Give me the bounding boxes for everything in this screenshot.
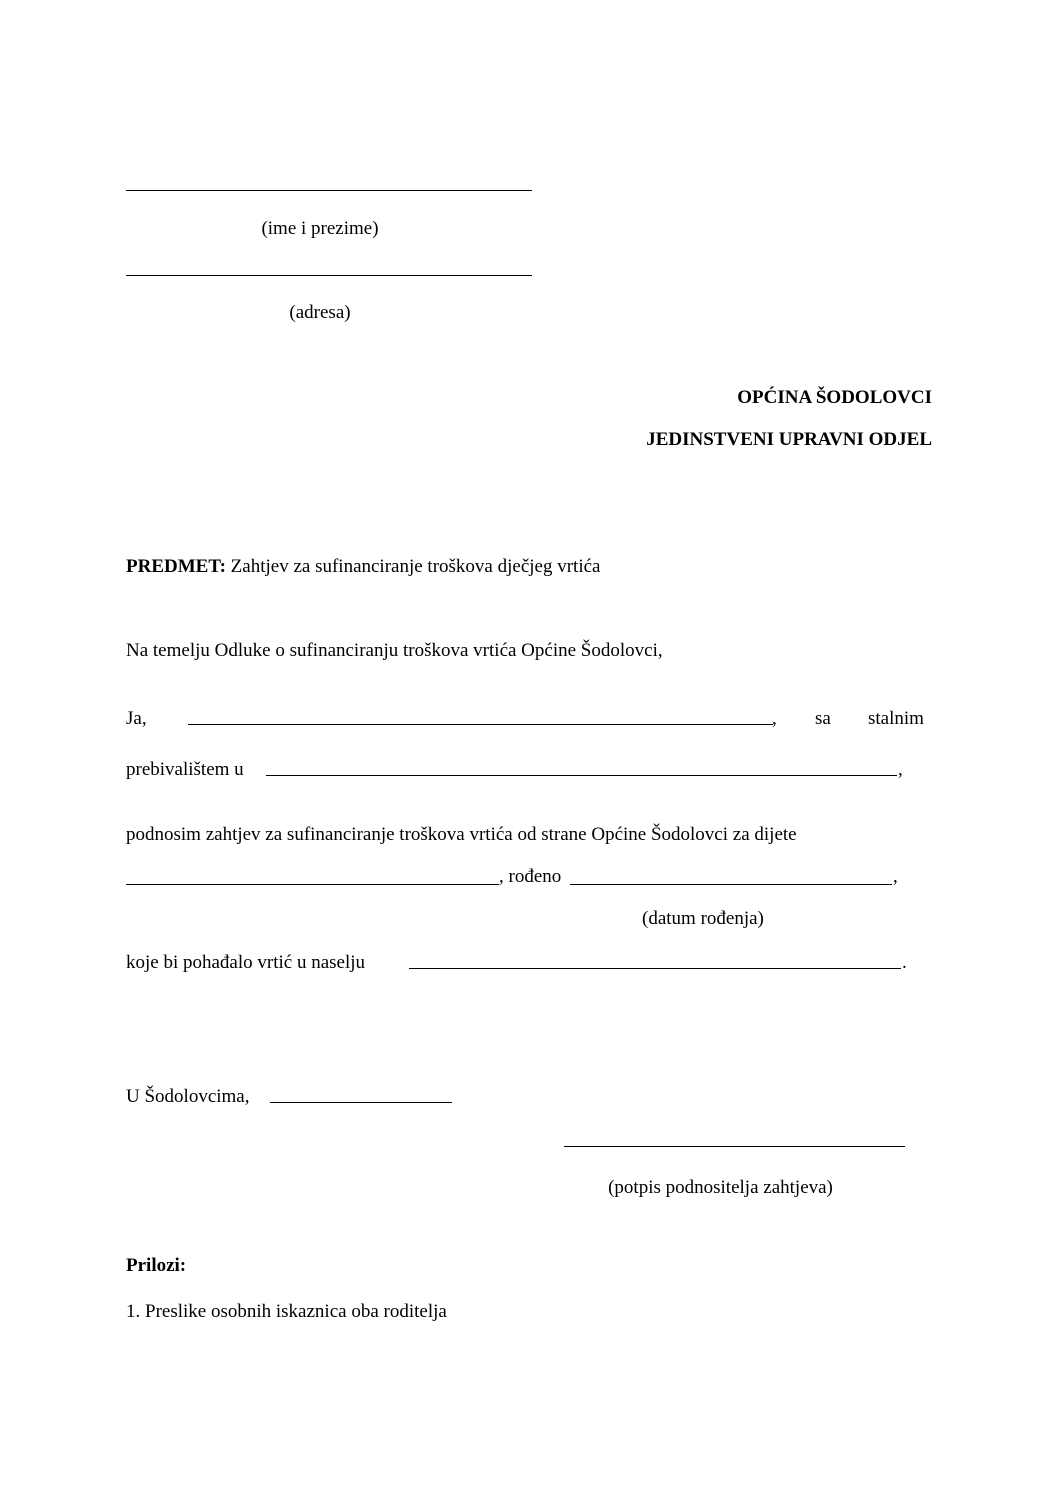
koje-bi-label: koje bi pohađalo vrtić u naselju <box>126 952 366 973</box>
attachments-heading: Prilozi: <box>126 1255 187 1276</box>
birth-date-caption: (datum rođenja) <box>642 908 764 929</box>
signature-caption: (potpis podnositelja zahtjeva) <box>608 1177 833 1198</box>
child-name-field[interactable] <box>126 884 499 885</box>
applicant-address-line[interactable] <box>126 275 532 276</box>
date-field[interactable] <box>270 1102 452 1103</box>
recipient-line-2: JEDINSTVENI UPRAVNI ODJEL <box>646 429 932 450</box>
request-paragraph: podnosim zahtjev za sufinanciranje troškova vrtića od strane Općine Šodolovci za dijete <box>126 824 797 845</box>
signature-field[interactable] <box>564 1146 905 1147</box>
ja-comma: , <box>772 708 777 729</box>
attachment-item: 1. Preslike osobnih iskaznica oba roditelja <box>126 1301 447 1322</box>
subject-line <box>126 557 600 576</box>
applicant-name-caption: (ime i prezime) <box>261 218 379 239</box>
subject-text: Zahtjev za sufinanciranje troškova dječjeg vrtića <box>230 556 601 577</box>
intro-paragraph: Na temelju Odluke o sufinanciranju troškova vrtića Općine Šodolovci, <box>126 640 663 661</box>
residence-field[interactable] <box>266 775 897 776</box>
sa-word: sa <box>815 708 831 729</box>
settlement-period: . <box>902 952 907 973</box>
place-label: U Šodolovcima, <box>126 1086 250 1107</box>
birth-date-comma: , <box>893 866 898 887</box>
prebivalistem-label: prebivalištem u <box>126 759 244 780</box>
applicant-fullname-field[interactable] <box>188 724 773 725</box>
residence-comma: , <box>898 759 903 780</box>
recipient-line-1: OPĆINA ŠODOLOVCI <box>737 387 932 408</box>
applicant-name-line[interactable] <box>126 190 532 191</box>
birth-date-field[interactable] <box>570 884 892 885</box>
subject-label: PREDMET: <box>126 556 226 577</box>
applicant-address-caption: (adresa) <box>289 302 351 323</box>
settlement-field[interactable] <box>409 968 901 969</box>
rodeno-label: , rođeno <box>499 866 562 887</box>
stalnim-word: stalnim <box>868 708 924 729</box>
ja-label: Ja, <box>126 708 147 729</box>
